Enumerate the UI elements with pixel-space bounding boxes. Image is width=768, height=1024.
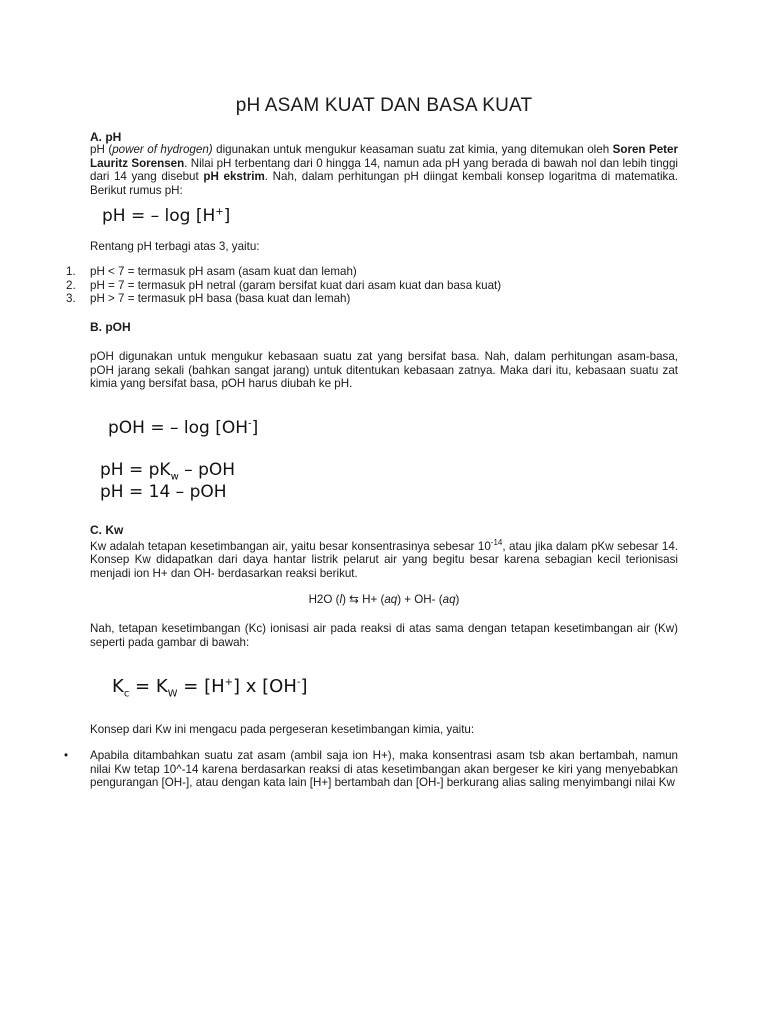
text-run: ) ⇆ H+ ( — [342, 593, 385, 606]
ph-range-list — [66, 265, 501, 306]
text-run: . Nah, dalam perhitungan pH diingat kembali konsep logaritma di matematika. Berikut rumus pH: — [90, 170, 679, 197]
text-run: digunakan untuk mengukur keasaman suatu zat kimia, yang ditemukan oleh — [212, 143, 613, 156]
list-item — [66, 265, 501, 279]
formula-subscript: w — [170, 471, 179, 483]
list-number: 3. — [66, 292, 76, 306]
section-c-paragraph-1 — [90, 536, 678, 581]
text-run: Kw adalah tetapan kesetimbangan air, yaitu besar konsentrasinya sebesar 10 — [90, 539, 491, 553]
section-c-paragraph-2: Nah, tetapan kesetimbangan (Kc) ionisasi air pada reaksi di atas sama dengan tetapan kesetimbangan air (Kw) seperti pada gambar di bawah: — [90, 622, 678, 649]
formula-text: pH = – log [H — [102, 206, 216, 226]
list-number: 1. — [66, 265, 76, 278]
bullet-text: Apabila ditambahkan suatu zat asam (ambil saja ion H+), maka konsentrasi asam tsb akan bertambah, namun nilai Kw tetap 10^-14 karena berdasarkan reaksi di atas kesetimbangan akan bergeser ke kiri yang menyebabkan pengurangan [OH-], atau dengan kata lain [H+] bertambah dan [OH-] berkurang alias saling menyimbangi nilai Kw — [90, 749, 678, 790]
formula-text: pOH = – log [OH — [108, 418, 249, 438]
state-label: l — [339, 593, 343, 606]
list-number: 2. — [66, 278, 76, 292]
list-item — [66, 279, 501, 293]
bullet-icon: • — [64, 749, 69, 762]
formula-text: = [H — [177, 676, 225, 697]
text-run: ) — [455, 593, 460, 606]
formula-text: – pOH — [178, 460, 236, 480]
list-item — [66, 292, 501, 306]
list-text: pH < 7 = termasuk pH asam (asam kuat dan lemah) — [90, 265, 357, 278]
formula-subscript: c — [123, 688, 130, 700]
formula-superscript: + — [215, 206, 224, 218]
section-b-paragraph: pOH digunakan untuk mengukur kebasaan suatu zat yang bersifat basa. Nah, dalam perhitungan asam-basa, pOH jarang sekali (bahkan sangat jarang) untuk ditentukan kebasaan zatnya. Maka dari itu, kebasaan suatu zat kimia yang bersifat basa, pOH harus diubah ke pH. — [90, 350, 678, 391]
text-run: . Nilai pH terbentang dari 0 hingga 14, namun ada pH yang berada di bawah nol dan lebih tinggi dari 14 yang disebut — [90, 156, 678, 184]
range-intro: Rentang pH terbagi atas 3, yaitu: — [90, 240, 260, 253]
ph-formula — [102, 206, 230, 226]
text-run: , atau jika dalam pKw sebesar 14. Konsep Kw didapatkan dari daya hantar listrik pelarut air yang begitu besar karena sebagian kecil terionisasi menjadi ion H+ dan OH- berdasarkan reaksi berikut. — [90, 539, 678, 581]
poh-formula — [108, 418, 258, 438]
text-run: ) + OH- ( — [397, 593, 443, 606]
formula-text: ] x [OH — [233, 676, 297, 697]
exponent: -14 — [490, 538, 503, 547]
formula-superscript: - — [248, 418, 252, 430]
formula-text: ] — [251, 418, 259, 438]
formula-superscript: - — [296, 677, 301, 688]
ph-pkw-formula — [100, 460, 236, 483]
formula-text: ] — [223, 206, 231, 226]
kc-kw-formula — [112, 676, 308, 700]
ionization-reaction — [0, 592, 768, 606]
formula-text: pH = pK — [100, 460, 171, 480]
formula-subscript: W — [167, 688, 178, 700]
section-c-paragraph-3: Konsep dari Kw ini mengacu pada pergeseran kesetimbangan kimia, yaitu: — [90, 723, 475, 736]
ph-14-formula: pH = 14 – pOH — [100, 482, 227, 502]
formula-text: ] — [300, 676, 308, 697]
page-title: pH ASAM KUAT DAN BASA KUAT — [235, 95, 533, 116]
list-text: pH = 7 = termasuk pH netral (garam bersifat kuat dari asam kuat dan basa kuat) — [90, 278, 502, 292]
state-label: aq — [384, 593, 398, 606]
list-text: pH > 7 = termasuk pH basa (basa kuat dan lemah) — [90, 292, 351, 306]
bold-term: pH ekstrim — [203, 170, 265, 184]
bold-name: Soren Peter Lauritz Sorensen — [90, 143, 678, 170]
section-c-heading: C. Kw — [90, 523, 124, 537]
text-run: H2O ( — [308, 593, 340, 606]
section-a-heading: A. pH — [90, 130, 122, 144]
formula-text: = K — [129, 676, 168, 697]
italic-term: power of hydrogen) — [112, 143, 213, 156]
state-label: aq — [442, 593, 456, 606]
section-b-heading: B. pOH — [90, 320, 131, 334]
section-a-paragraph — [90, 143, 678, 197]
text-run: pH ( — [90, 143, 113, 156]
formula-superscript: + — [224, 677, 234, 688]
formula-text: K — [112, 676, 124, 697]
